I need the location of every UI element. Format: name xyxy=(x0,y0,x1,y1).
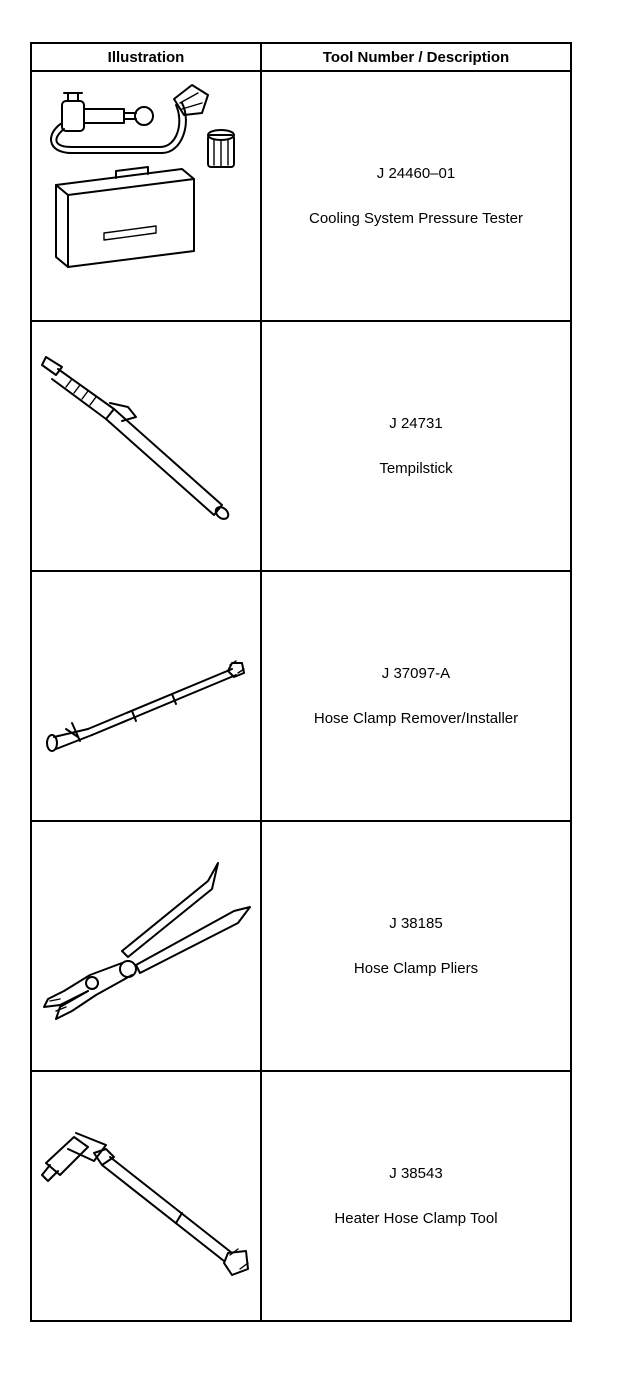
tool-number: J 38543 xyxy=(389,1165,443,1182)
tool-name: Cooling System Pressure Tester xyxy=(309,210,523,227)
illustration-cell xyxy=(31,821,261,1071)
illustration-cell xyxy=(31,1071,261,1321)
tool-description-cell xyxy=(261,821,571,1071)
header-illustration: Illustration xyxy=(31,43,261,71)
heater-hose-clamp-tool-icon xyxy=(32,1073,260,1319)
tool-number: J 38185 xyxy=(389,915,443,932)
hose-clamp-pliers-icon xyxy=(32,823,260,1069)
tempilstick-icon xyxy=(32,323,260,569)
pressure-tester-icon xyxy=(32,73,260,319)
table-row xyxy=(31,571,571,821)
tool-name: Hose Clamp Pliers xyxy=(353,960,479,977)
table-row xyxy=(31,71,571,321)
tool-number: J 24731 xyxy=(389,415,443,432)
tool-name: Hose Clamp Remover/Installer xyxy=(313,710,519,727)
tool-description-cell xyxy=(261,321,571,571)
tool-table xyxy=(30,42,572,1322)
table-row xyxy=(31,1071,571,1321)
tool-name: Tempilstick xyxy=(379,460,453,477)
illustration-cell xyxy=(31,321,261,571)
illustration-cell xyxy=(31,71,261,321)
tool-number: J 37097-A xyxy=(381,665,451,682)
tool-description-cell xyxy=(261,71,571,321)
table-header-row xyxy=(31,43,571,71)
hose-clamp-remover-icon xyxy=(32,573,260,819)
tool-number: J 24460–01 xyxy=(376,165,456,182)
tool-name: Heater Hose Clamp Tool xyxy=(334,1210,498,1227)
table-row xyxy=(31,821,571,1071)
illustration-cell xyxy=(31,571,261,821)
table-row xyxy=(31,321,571,571)
header-tool-number-description: Tool Number / Description xyxy=(261,43,571,71)
tool-description-cell xyxy=(261,571,571,821)
tool-description-cell xyxy=(261,1071,571,1321)
